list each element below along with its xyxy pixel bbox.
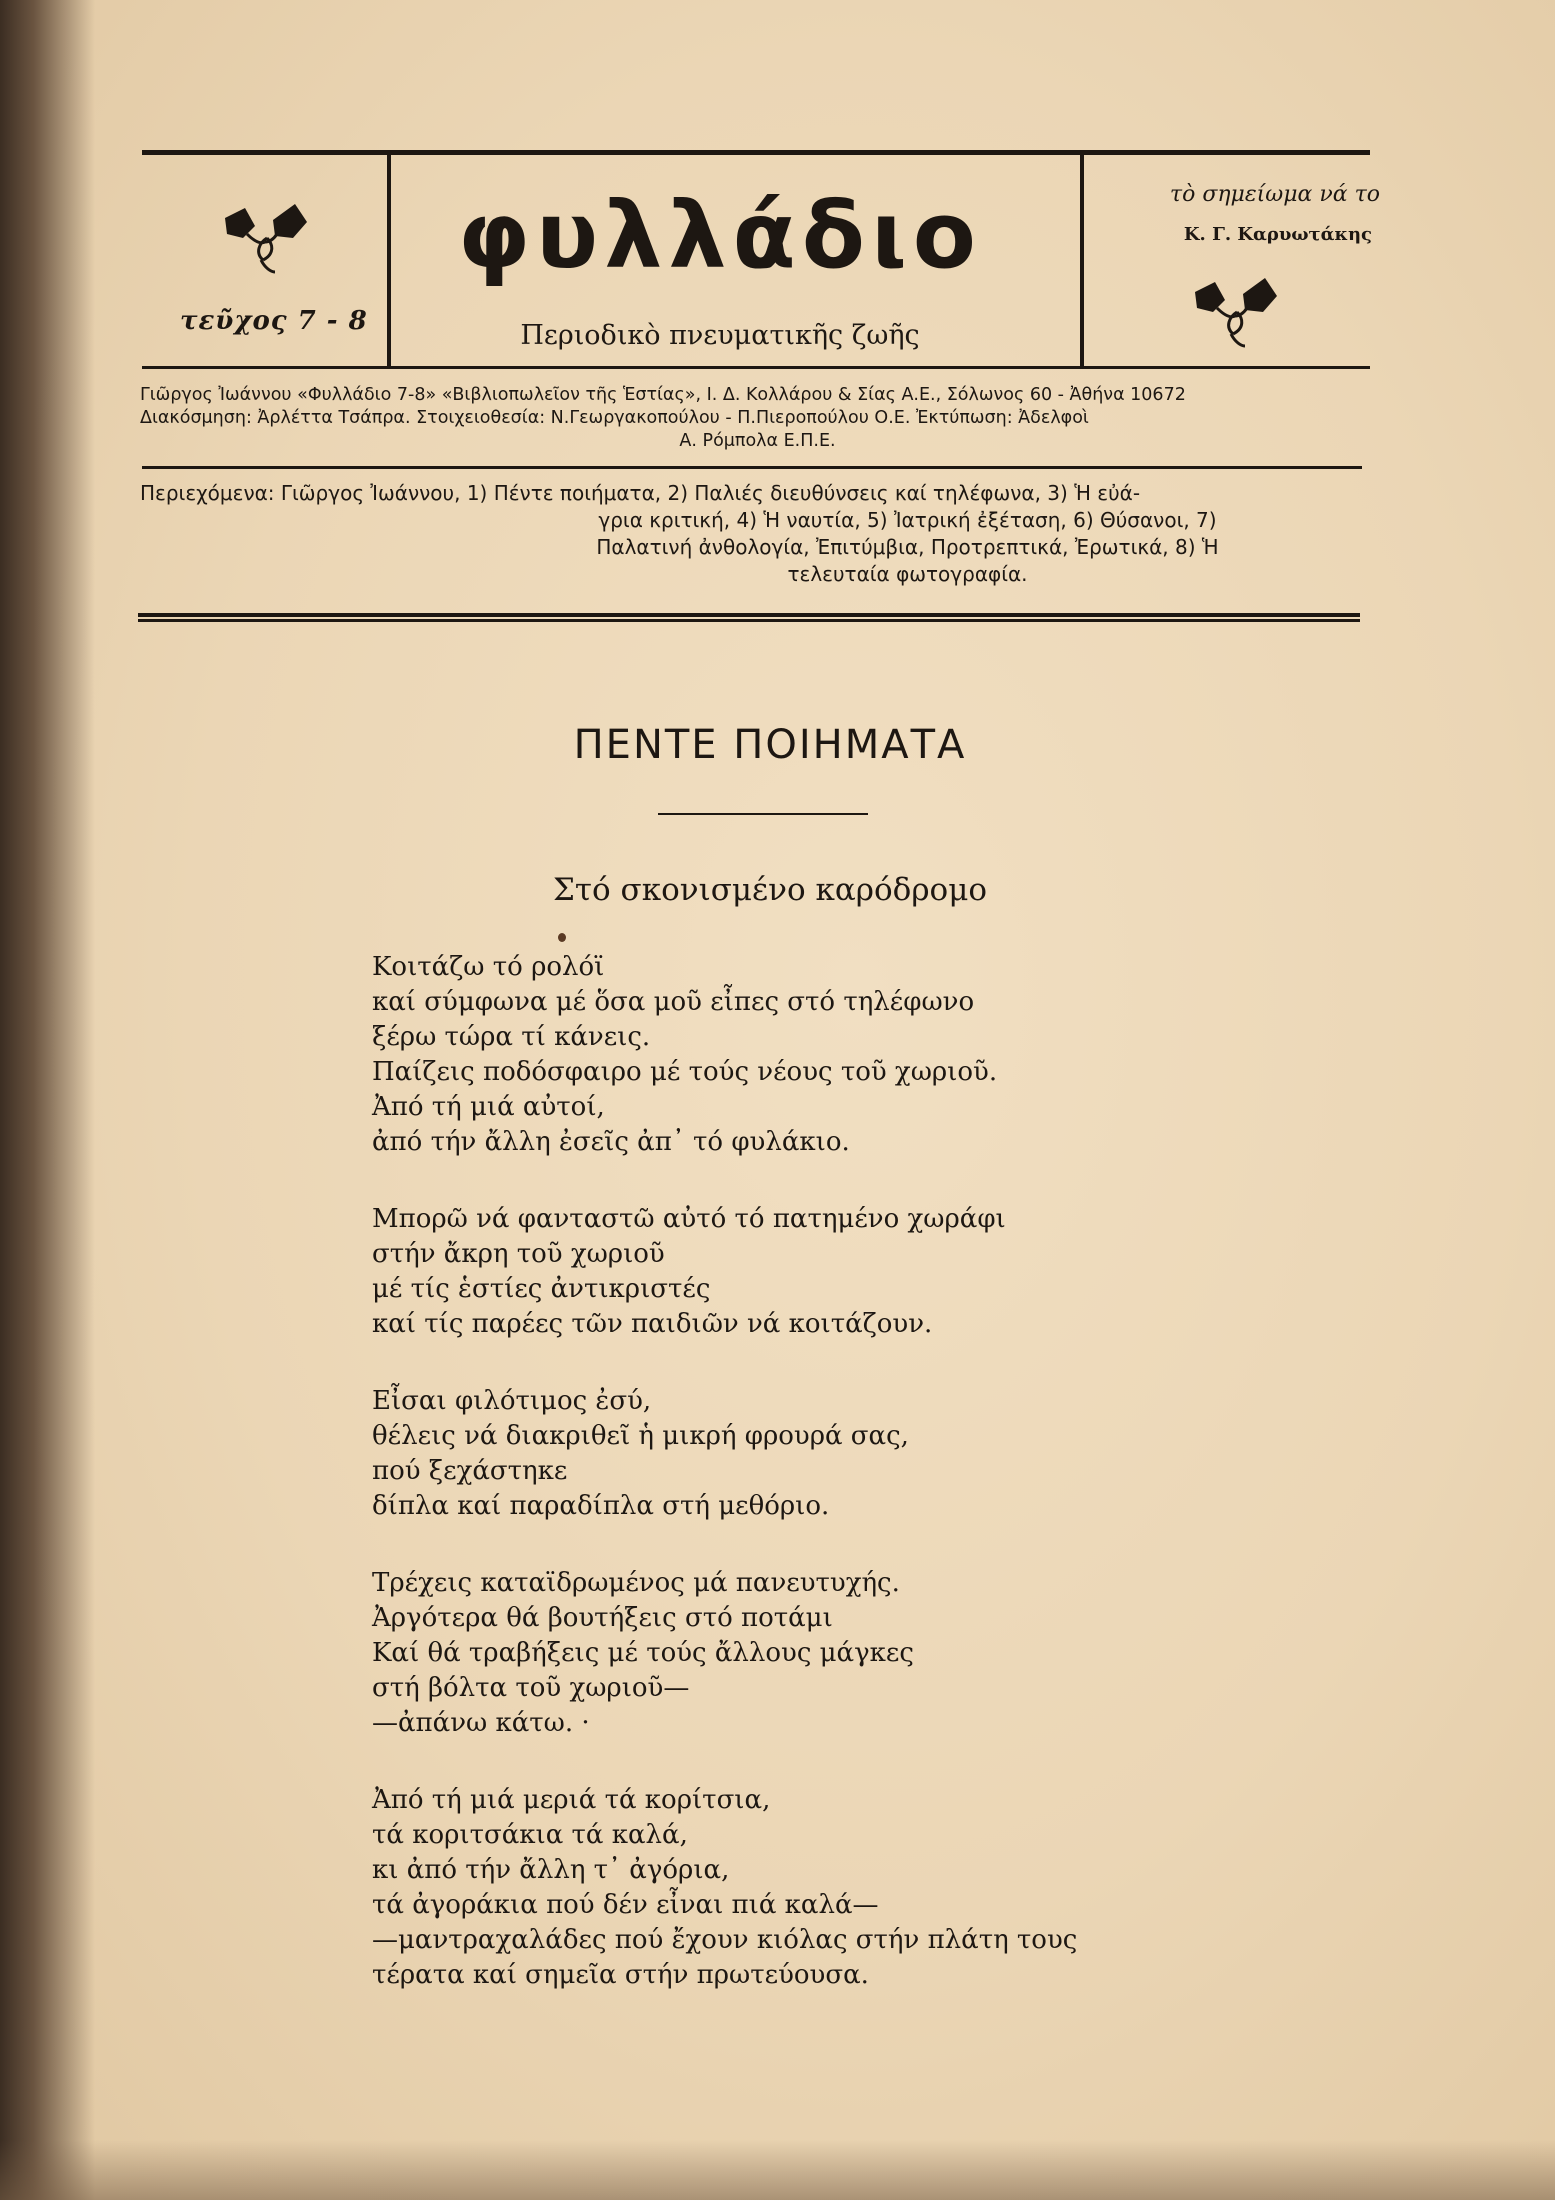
contents-line: Περιεχόμενα: Γιῶργος Ἰωάννου, 1) Πέντε ποιήματα, 2) Παλιές διευθύνσεις καί τηλέφωνα, 3) Ἡ εὐά-	[140, 481, 1141, 505]
binding-shadow	[0, 0, 95, 2200]
ink-spot	[558, 933, 566, 942]
colophon-line: Διακόσμηση: Ἀρλέττα Τσάπρα. Στοιχειοθεσία: Ν.Γεωργακοπούλου - Π.Πιεροπούλου Ο.Ε. Ἐκτύπωση: Ἀδελφοὶ	[140, 408, 1089, 428]
poem-line: Ἀπό τή μιά μεριά τά κορίτσια,	[372, 1785, 771, 1815]
poem-line: στήν ἄκρη τοῦ χωριοῦ	[372, 1239, 665, 1269]
poem-line: Καί θά τραβήξεις μέ τούς ἄλλους μάγκες	[372, 1638, 914, 1668]
poem-body	[372, 950, 1272, 2035]
poem-line: Παίζεις ποδόσφαιρο μέ τούς νέους τοῦ χωριοῦ.	[372, 1057, 998, 1087]
title-underline	[658, 813, 868, 815]
poem-line: τά ἀγοράκια πού δέν εἶναι πιά καλά—	[372, 1890, 879, 1920]
poem-line: θέλεις νά διακριθεῖ ἡ μικρή φρουρά σας,	[372, 1421, 909, 1451]
poem-line: δίπλα καί παραδίπλα στή μεθόριο.	[372, 1491, 830, 1521]
poem-line: τέρατα καί σημεῖα στήν πρωτεύουσα.	[372, 1960, 869, 1990]
masthead-divider-right	[1080, 150, 1084, 368]
poem-line: τά κοριτσάκια τά καλά,	[372, 1820, 688, 1850]
poem-line: Τρέχεις καταϊδρωμένος μά πανευτυχής.	[372, 1568, 900, 1598]
colophon-line: Γιῶργος Ἰωάννου «Φυλλάδιο 7-8» «Βιβλιοπωλεῖον τῆς Ἑστίας», Ι. Δ. Κολλάρου & Σίας Α.Ε., Σόλωνος 60 - Ἀθήνα 10672	[140, 385, 1186, 405]
poem-line: καί τίς παρέες τῶν παιδιῶν νά κοιτάζουν.	[372, 1309, 933, 1339]
epigraph: τὸ σημείωμα νά το	[1169, 182, 1380, 207]
poem-line: Κοιτάζω τό ρολόϊ	[372, 952, 605, 982]
poem-line: —ἀπάνω κάτω. ·	[372, 1708, 590, 1738]
contents-rule-1	[138, 613, 1360, 617]
page-edge-shadow	[0, 2140, 1555, 2200]
poem-stanza	[372, 1566, 1272, 1741]
poem-line: Ἀπό τή μιά αὐτοί,	[372, 1092, 605, 1122]
contents-line: Παλατινή ἀνθολογία, Ἐπιτύμβια, Προτρεπτικά, Ἐρωτικά, 8) Ἡ	[596, 535, 1219, 559]
section-title: ΠΕΝΤΕ ΠΟΙΗΜΑΤΑ	[573, 722, 967, 768]
epigraph-author: Κ. Γ. Καρυωτάκης	[1183, 224, 1372, 245]
poem-line: μέ τίς ἑστίες ἀντικριστές	[372, 1274, 711, 1304]
poem-line: ἀπό τήν ἄλλη ἐσεῖς ἀπ᾿ τό φυλάκιο.	[372, 1127, 850, 1157]
poem-line: ξέρω τώρα τί κάνεις.	[372, 1022, 651, 1052]
ivy-leaf-icon	[1185, 272, 1285, 352]
poem-line: Εἶσαι φιλότιμος ἐσύ,	[372, 1386, 652, 1416]
magazine-subtitle: Περιοδικὸ πνευματικῆς ζωῆς	[520, 320, 920, 351]
poem-stanza	[372, 1202, 1272, 1342]
poem-title: Στό σκονισμένο καρόδρομο	[552, 872, 988, 908]
poem-line: κι ἀπό τήν ἄλλη τ᾿ ἀγόρια,	[372, 1855, 730, 1885]
poem-line: Ἀργότερα θά βουτήξεις στό ποτάμι	[372, 1603, 833, 1633]
poem-stanza	[372, 950, 1272, 1160]
issue-number: τεῦχος 7 - 8	[180, 306, 368, 336]
contents-line: τελευταία φωτογραφία.	[787, 562, 1028, 586]
contents-rule-2	[138, 619, 1360, 622]
colophon	[140, 384, 1375, 453]
poem-line: καί σύμφωνα μέ ὅσα μοῦ εἶπες στό τηλέφωνο	[372, 987, 975, 1017]
poem-line: Μπορῶ νά φανταστῶ αὐτό τό πατημένο χωράφι	[372, 1204, 1006, 1234]
magazine-logo: φυλλάδιο	[458, 182, 982, 289]
contents-line: γρια κριτική, 4) Ἡ ναυτία, 5) Ἰατρική ἐξέταση, 6) Θύσανοι, 7)	[598, 508, 1217, 532]
colophon-line: Α. Ρόμπολα Ε.Π.Ε.	[679, 431, 836, 451]
table-of-contents	[140, 480, 1375, 588]
ivy-leaf-icon	[215, 198, 315, 278]
poem-line: πού ξεχάστηκε	[372, 1456, 568, 1486]
poem-line: —μαντραχαλάδες πού ἔχουν κιόλας στήν πλάτη τους	[372, 1925, 1078, 1955]
masthead-divider-left	[387, 150, 391, 368]
poem-stanza	[372, 1384, 1272, 1524]
poem-line: στή βόλτα τοῦ χωριοῦ—	[372, 1673, 690, 1703]
poem-stanza	[372, 1783, 1272, 1993]
colophon-rule	[142, 466, 1362, 469]
